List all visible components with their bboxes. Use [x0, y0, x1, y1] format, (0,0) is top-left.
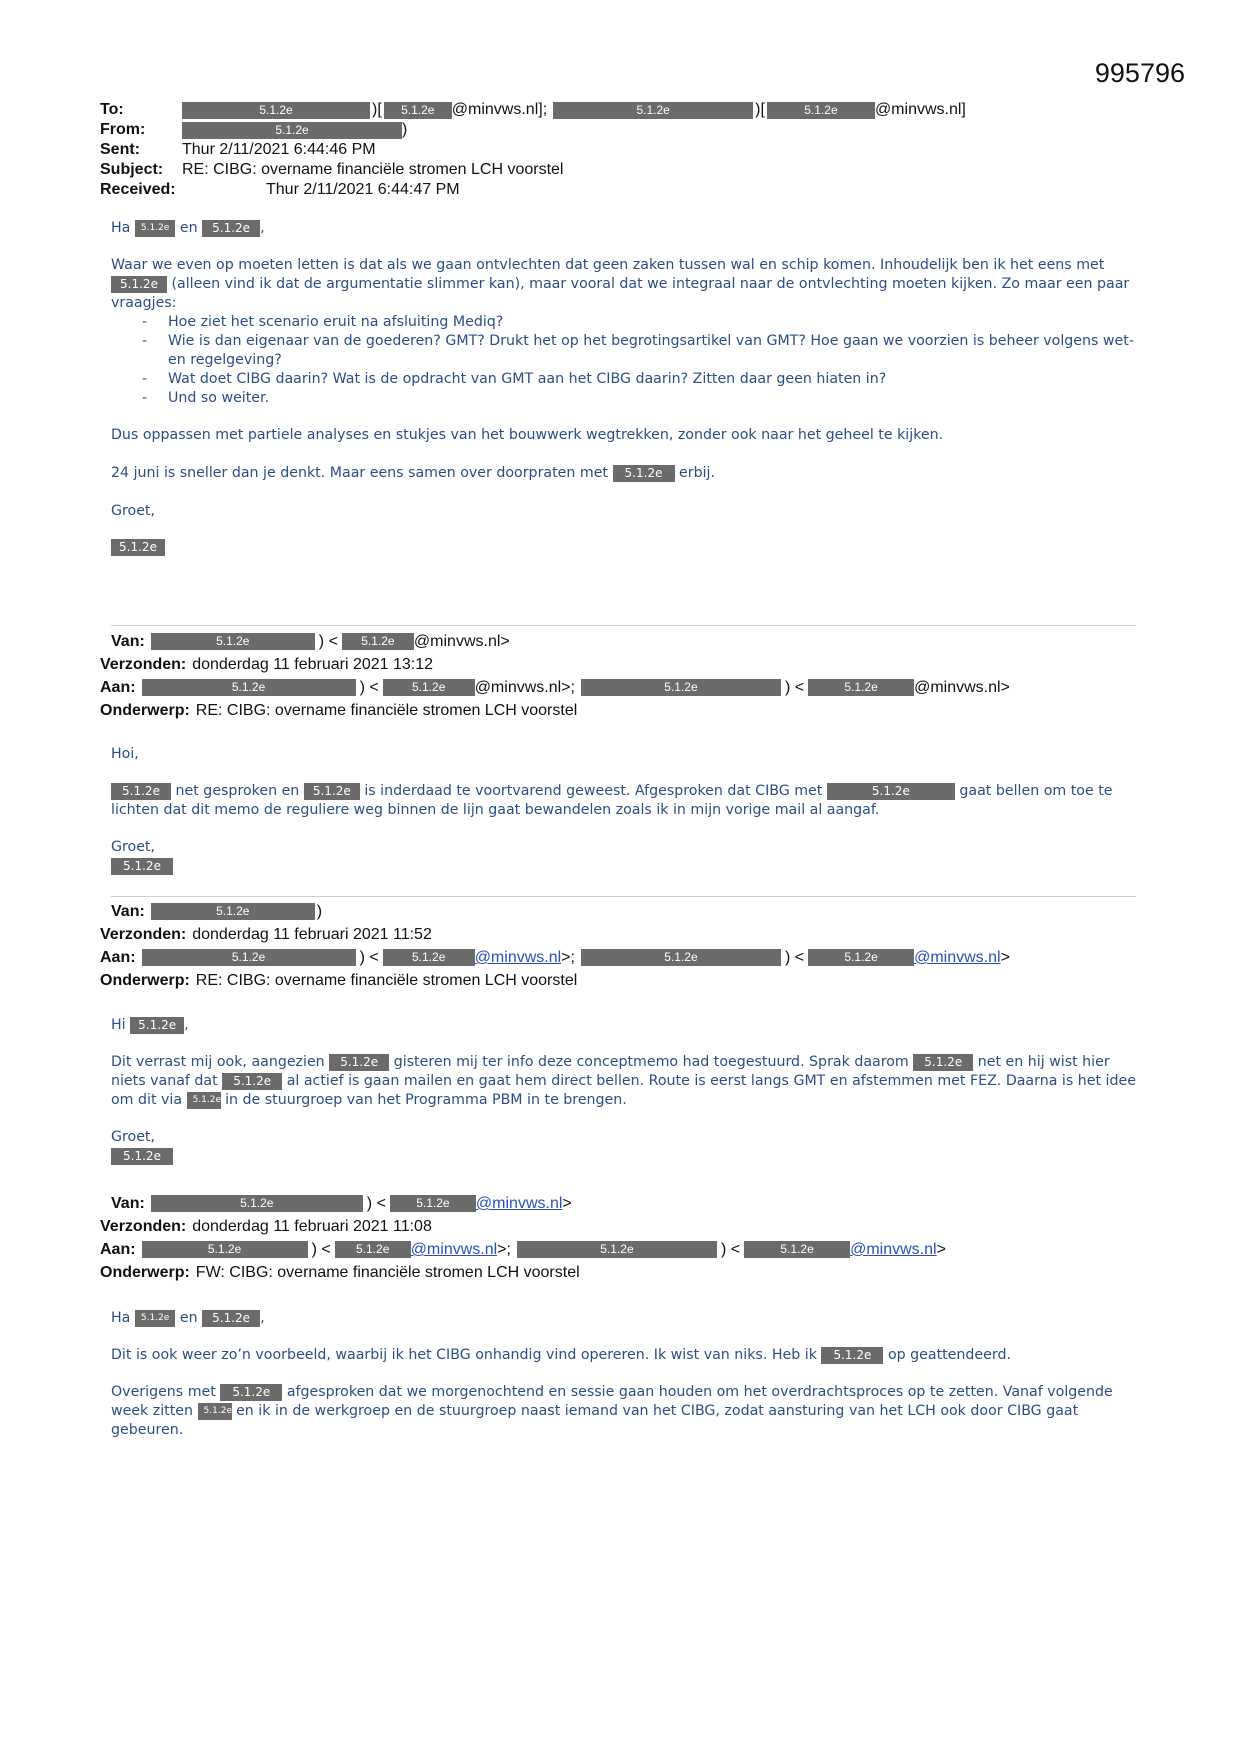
greeting: Hi 5.1.2e ,: [111, 1017, 189, 1033]
subject-value: FW: CIBG: overname financiële stromen LCH voorstel: [195, 1264, 580, 1281]
signature: [111, 538, 1141, 557]
aan-row: Aan: 5.1.2e ) < 5.1.2e @minvws.nl >; 5.1.2e ) < 5.1.2e @minvws.nl >: [100, 1238, 946, 1261]
subject-label: Subject:: [100, 161, 164, 178]
subject-value: RE: CIBG: overname financiële stromen LCH voorstel: [195, 702, 578, 719]
redaction: 5.1.2e: [142, 679, 356, 696]
redaction: 5.1.2e: [808, 679, 914, 696]
subject-value: RE: CIBG: overname financiële stromen LCH voorstel: [182, 161, 564, 178]
redaction: 5.1.2e: [202, 220, 260, 237]
redaction: 5.1.2e: [111, 783, 171, 800]
email-domain: @minvws.nl];: [451, 101, 548, 118]
email-link[interactable]: @minvws.nl: [914, 949, 1001, 966]
onderwerp-row: Onderwerp: FW: CIBG: overname financiële stromen LCH voorstel: [100, 1261, 946, 1284]
email-domain: @minvws.nl]: [874, 101, 966, 118]
onderwerp-row: Onderwerp: RE: CIBG: overname financiële stromen LCH voorstel: [100, 969, 1010, 992]
aan-row: Aan: 5.1.2e ) < 5.1.2e @minvws.nl >; 5.1.2e ) < 5.1.2e @minvws.nl >: [100, 946, 1010, 969]
greeting: Ha 5.1.2e en 5.1.2e ,: [111, 220, 265, 236]
van-row: Van: 5.1.2e ) < 5.1.2e @minvws.nl >: [100, 1192, 946, 1215]
redaction: 5.1.2e: [151, 633, 315, 650]
redaction: 5.1.2e: [390, 1195, 476, 1212]
redaction: 5.1.2e: [383, 949, 475, 966]
redaction: 5.1.2e: [553, 102, 753, 119]
to-row: To: 5.1.2e )[ 5.1.2e @minvws.nl]; 5.1.2e )[ 5.1.2e @minvws.nl]: [100, 101, 966, 118]
redaction: 5.1.2e: [342, 633, 414, 650]
verzonden-row: Verzonden: donderdag 11 februari 2021 11:08: [100, 1215, 946, 1238]
message-body-1: [111, 219, 1141, 557]
onderwerp-row: Onderwerp: RE: CIBG: overname financiële stromen LCH voorstel: [100, 699, 1010, 722]
sent-value: donderdag 11 februari 2021 11:08: [192, 1218, 432, 1235]
email-domain: @minvws.nl>: [914, 679, 1010, 696]
from-label: From:: [100, 121, 146, 138]
redaction: 5.1.2e: [142, 949, 356, 966]
email-domain: @minvws.nl>: [413, 633, 510, 650]
redaction: 5.1.2e: [135, 220, 175, 237]
document-number: 995796: [1094, 58, 1185, 88]
redaction: 5.1.2e: [220, 1384, 282, 1401]
message-body-4: [111, 1309, 1141, 1440]
paragraph: Overigens met 5.1.2e afgesproken dat we morgenochtend en sessie gaan houden om het overdrachtsproces op te zetten. Vanaf volgende week zitten 5.1.2e en ik in de werkgroep en de stuurgroep naast iemand van het CIBG, zodat aansturing van het LCH ook door CIBG gaat gebeuren.: [111, 1384, 1113, 1438]
message-body-3: [111, 1016, 1141, 1166]
list-item: - Hoe ziet het scenario eruit na afsluiting Mediq?: [111, 313, 1141, 332]
email-domain: @minvws.nl>;: [474, 679, 575, 696]
redaction: 5.1.2e: [581, 679, 781, 696]
email-link[interactable]: @minvws.nl: [410, 1241, 498, 1258]
subject-row: [100, 160, 966, 180]
verzonden-row: Verzonden: donderdag 11 februari 2021 11:52: [100, 923, 1010, 946]
redaction: 5.1.2e: [182, 102, 370, 119]
van-row: Van: 5.1.2e ) < 5.1.2e @minvws.nl>: [100, 630, 1010, 653]
separator: [111, 896, 1136, 897]
redaction: 5.1.2e: [384, 102, 452, 119]
redaction: 5.1.2e: [182, 122, 402, 139]
list-item: - Wie is dan eigenaar van de goederen? GMT? Drukt het op het begrotingsartikel van GMT? Hoe gaan we voorzien is beheer volgens wet- en regelgeving?: [111, 332, 1141, 370]
greeting: Hoi,: [111, 746, 139, 762]
greeting: Ha 5.1.2e en 5.1.2e ,: [111, 1310, 265, 1326]
redaction: 5.1.2e: [111, 858, 173, 875]
subject-value: RE: CIBG: overname financiële stromen LCH voorstel: [195, 972, 578, 989]
sent-value: donderdag 11 februari 2021 11:52: [192, 926, 432, 943]
mail-header-4: [100, 1192, 946, 1284]
paragraph: Waar we even op moeten letten is dat als we gaan ontvlechten dat geen zaken tussen wal en schip komen. Inhoudelijk ben ik het eens met 5.1.2e (alleen vind ik dat de argumentatie slimmer kan), maar vooral dat we integraal naar de ontvlechting moeten kijken. Zo maar een paar vraagjes:: [111, 257, 1130, 311]
redaction: 5.1.2e: [808, 949, 914, 966]
separator: [111, 625, 1136, 626]
sent-label: Sent:: [100, 141, 140, 158]
verzonden-row: Verzonden: donderdag 11 februari 2021 13:12: [100, 653, 1010, 676]
aan-row: Aan: 5.1.2e ) < 5.1.2e @minvws.nl>; 5.1.2e ) < 5.1.2e @minvws.nl>: [100, 676, 1010, 699]
email-link[interactable]: @minvws.nl: [475, 1195, 563, 1212]
mail-header-2: [100, 630, 1010, 722]
from-row: From: 5.1.2e ): [100, 121, 408, 138]
sent-value: Thur 2/11/2021 6:44:46 PM: [182, 141, 376, 158]
redaction: 5.1.2e: [202, 1310, 260, 1327]
redaction: 5.1.2e: [613, 465, 675, 482]
received-value: Thur 2/11/2021 6:44:47 PM: [266, 181, 460, 198]
redaction: 5.1.2e: [581, 949, 781, 966]
list-item: - Und so weiter.: [111, 389, 1141, 408]
question-list: [111, 313, 1141, 408]
redaction: 5.1.2e: [913, 1054, 973, 1071]
sent-row: [100, 140, 966, 160]
received-row: [100, 180, 966, 200]
redaction: 5.1.2e: [151, 1195, 363, 1212]
message-body-2: [111, 745, 1141, 876]
closing: Groet,: [111, 1129, 155, 1145]
redaction: 5.1.2e: [827, 783, 955, 800]
redaction: 5.1.2e: [111, 539, 165, 556]
redaction: 5.1.2e: [329, 1054, 389, 1071]
redaction: 5.1.2e: [135, 1310, 175, 1327]
to-label: To:: [100, 101, 124, 118]
van-row: Van: 5.1.2e ): [111, 903, 323, 920]
closing: Groet,: [111, 839, 155, 855]
redaction: 5.1.2e: [767, 102, 875, 119]
redaction: 5.1.2e: [821, 1347, 883, 1364]
email-link[interactable]: @minvws.nl: [474, 949, 562, 966]
redaction: 5.1.2e: [222, 1073, 282, 1090]
signature: [111, 1147, 1141, 1166]
mail-header-3: [100, 900, 1010, 992]
list-item: - Wat doet CIBG daarin? Wat is de opdracht van GMT aan het CIBG daarin? Zitten daar geen hiaten in?: [111, 370, 1141, 389]
received-label: Received:: [100, 181, 176, 198]
redaction: 5.1.2e: [130, 1017, 184, 1034]
redaction: 5.1.2e: [187, 1092, 221, 1109]
sent-value: donderdag 11 februari 2021 13:12: [192, 656, 434, 673]
redaction: 5.1.2e: [111, 276, 167, 293]
redaction: 5.1.2e: [744, 1241, 850, 1258]
closing: Groet,: [111, 503, 155, 519]
redaction: 5.1.2e: [383, 679, 475, 696]
email-link[interactable]: @minvws.nl: [850, 1241, 937, 1258]
redaction: 5.1.2e: [151, 903, 315, 920]
redaction: 5.1.2e: [335, 1241, 411, 1258]
redaction: 5.1.2e: [111, 1148, 173, 1165]
signature: [111, 857, 1141, 876]
paragraph: Dit verrast mij ook, aangezien 5.1.2e gisteren mij ter info deze conceptmemo had toegestuurd. Sprak daarom 5.1.2e net en hij wist hier niets vanaf dat 5.1.2e al actief is gaan mailen en gaat hem direct bellen. Route is eerst langs GMT en afstemmen met FEZ. Daarna is het idee om dit via 5.1.2e in de stuurgroep van het Programma PBM in te brengen.: [111, 1054, 1136, 1108]
email-header: [100, 100, 966, 200]
paragraph: Dit is ook weer zo’n voorbeeld, waarbij ik het CIBG onhandig vind opereren. Ik wist van niks. Heb ik 5.1.2e op geattendeerd.: [111, 1347, 1011, 1363]
redaction: 5.1.2e: [304, 783, 360, 800]
redaction: 5.1.2e: [517, 1241, 717, 1258]
paragraph: Dus oppassen met partiele analyses en stukjes van het bouwwerk wegtrekken, zonder ook naar het geheel te kijken.: [111, 427, 944, 443]
paragraph: 24 juni is sneller dan je denkt. Maar eens samen over doorpraten met 5.1.2e erbij.: [111, 465, 715, 481]
redaction: 5.1.2e: [198, 1403, 232, 1420]
redaction: 5.1.2e: [142, 1241, 308, 1258]
paragraph: 5.1.2e net gesproken en 5.1.2e is inderdaad te voortvarend geweest. Afgesproken dat CIBG met 5.1.2e gaat bellen om toe te lichten dat dit memo de reguliere weg binnen de lijn gaat bewandelen zoals ik in mijn vorige mail al aangaf.: [111, 783, 1113, 818]
